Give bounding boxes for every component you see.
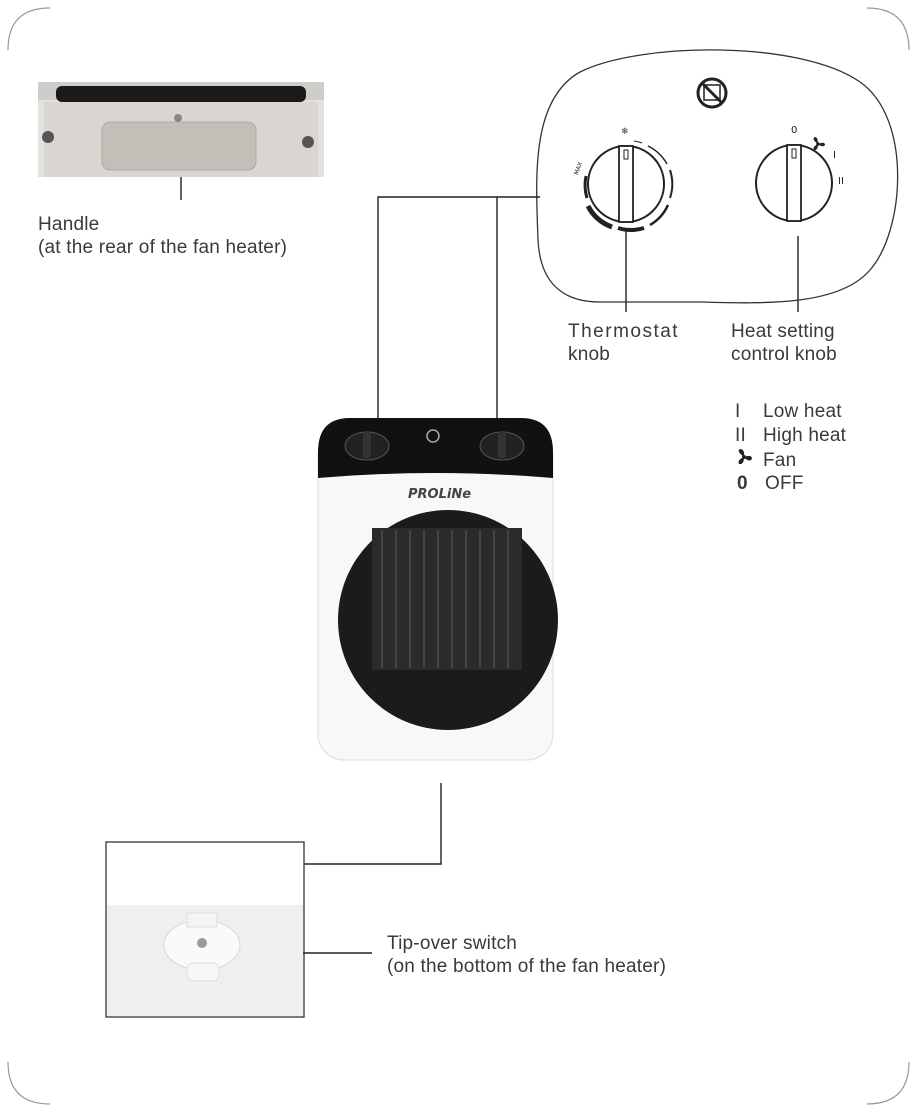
legend-symbol-off: 0: [737, 473, 748, 494]
thermostat-snow-label: ❄: [621, 127, 629, 137]
fan-icon: [735, 448, 763, 472]
heat-setting-knob-drawing: [756, 145, 832, 221]
tip-label-line1: Tip-over switch: [387, 933, 518, 954]
handle-label: [38, 213, 287, 259]
handle-label-line2: (at the rear of the fan heater): [38, 237, 288, 258]
legend-text-low: Low heat: [763, 401, 842, 422]
heat-two-label: II: [838, 176, 844, 187]
legend-row-fan: [735, 448, 846, 472]
legend-text-fan: Fan: [763, 449, 797, 471]
legend-text-high: High heat: [763, 425, 847, 446]
tip-label-line2: (on the bottom of the fan heater): [387, 956, 667, 977]
thermostat-label-line1: Thermostat: [568, 321, 680, 342]
legend-row-high: [735, 424, 846, 448]
thermostat-knob-label: [568, 320, 679, 366]
thermostat-max-label: MAX: [573, 161, 585, 176]
legend-text-off: OFF: [765, 473, 804, 494]
legend-symbol-low: I: [735, 401, 741, 422]
legend-row-off: [735, 472, 846, 496]
heat-setting-knob-label: [731, 320, 837, 366]
handle-photo: [38, 82, 324, 177]
brand-logo: PROLiNe: [408, 487, 472, 502]
legend-row-low: [735, 400, 846, 424]
heat-one-label: I: [833, 150, 836, 161]
heat-zero-label: 0: [791, 125, 798, 136]
heat-label-line1: Heat setting: [731, 321, 835, 342]
thermostat-label-line2: knob: [568, 344, 611, 365]
fan-heater-illustration: [318, 418, 558, 760]
heat-setting-legend: [735, 400, 846, 496]
tip-over-switch-photo: [107, 905, 303, 1016]
handle-label-line1: Handle: [38, 214, 100, 235]
legend-symbol-high: II: [735, 425, 746, 446]
heat-label-line2: control knob: [731, 344, 837, 365]
tip-over-switch-label: [387, 932, 666, 978]
